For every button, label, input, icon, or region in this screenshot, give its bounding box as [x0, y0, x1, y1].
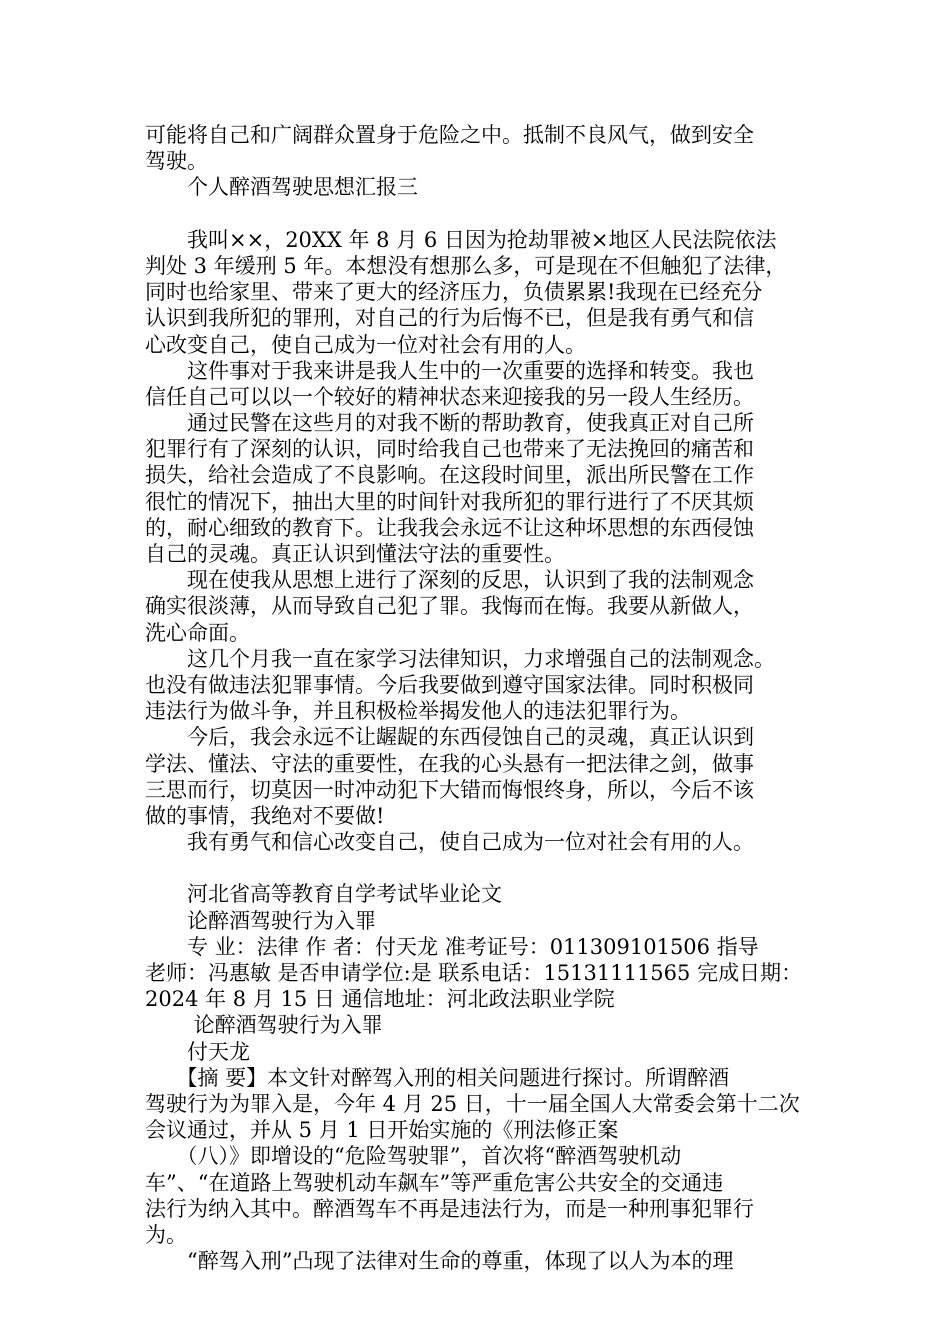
text-line: 的，耐心细致的教育下。让我我会永远不让这种坏思想的东西侵蚀: [145, 515, 754, 540]
text-line: 驾驶。: [145, 149, 208, 174]
thesis-heading: 河北省高等教育自学考试毕业论文: [145, 882, 502, 907]
abstract-line: 为。: [145, 1222, 187, 1247]
thesis-info-line: 2024 年 8 月 15 日 通信地址：河北政法职业学院: [145, 987, 615, 1012]
text-line: 今后，我会永远不让龌龊的东西侵蚀自己的灵魂，真正认识到: [145, 725, 754, 750]
thesis-title: 论醉酒驾驶行为入罪: [145, 908, 376, 933]
text-line: 我叫××，20XX 年 8 月 6 日因为抢劫罪被×地区人民法院依法: [145, 227, 777, 252]
text-line: 我有勇气和信心改变自己，使自己成为一位对社会有用的人。: [145, 830, 754, 855]
thesis-info-line: 专 业：法律 作 者：付天龙 准考证号：011309101506 指导: [145, 934, 759, 959]
text-line: 信任自己可以以一个较好的精神状态来迎接我的另一段人生经历。: [145, 384, 754, 409]
text-line: 这件事对于我来讲是我人生中的一次重要的选择和转变。我也: [145, 358, 754, 383]
text-line: 做的事情，我绝对不要做!: [145, 803, 385, 828]
text-line: 现在使我从思想上进行了深刻的反思，认识到了我的法制观念: [145, 568, 754, 593]
abstract-line: （八）》即增设的“危险驾驶罪”，首次将“醉酒驾驶机动: [145, 1144, 682, 1169]
text-line: 犯罪行有了深刻的认识，同时给我自己也带来了无法挽回的痛苦和: [145, 437, 754, 462]
abstract-line: 法行为纳入其中。醉酒驾车不再是违法行为，而是一种刑事犯罪行: [145, 1196, 754, 1221]
blank-line: [145, 201, 810, 227]
text-line: 通过民警在这些月的对我不断的帮助教育，使我真正对自己所: [145, 411, 754, 436]
text-line: 判处 3 年缓刑 5 年。本想没有想那么多，可是现在不但触犯了法律，: [145, 253, 787, 278]
text-line: “醉驾入刑”凸现了法律对生命的尊重，体现了以人为本的理: [145, 1249, 734, 1274]
text-line: 学法、懂法、守法的重要性，在我的心头悬有一把法律之剑，做事: [145, 751, 754, 776]
text-line: 这几个月我一直在家学习法律知识，力求增强自己的法制观念。: [145, 646, 775, 671]
section-heading: 个人醉酒驾驶思想汇报三: [145, 175, 418, 200]
text-line: 也没有做违法犯罪事情。今后我要做到遵守国家法律。同时积极同: [145, 672, 754, 697]
text-line: 损失，给社会造成了不良影响。在这段时间里，派出所民警在工作: [145, 463, 754, 488]
text-line: 确实很淡薄，从而导致自己犯了罪。我悔而在悔。我要从新做人，: [145, 594, 754, 619]
text-line: 洗心命面。: [145, 620, 250, 645]
text-line: 可能将自己和广阔群众置身于危险之中。抵制不良风气，做到安全: [145, 123, 754, 147]
thesis-info-line: 老师：冯惠敏 是否申请学位:是 联系电话：15131111565 完成日期：: [145, 961, 803, 985]
abstract-line: 驾驶行为为罪入是，今年 4 月 25 日，十一届全国人大常委会第十二次: [145, 1091, 800, 1116]
document-page: [145, 122, 810, 1274]
text-line: 很忙的情况下，抽出大里的时间针对我所犯的罪行进行了不厌其烦: [145, 489, 754, 514]
text-line: 认识到我所犯的罪刑，对自己的行为后悔不已，但是我有勇气和信: [145, 306, 754, 331]
text-line: 心改变自己，使自己成为一位对社会有用的人。: [145, 332, 586, 357]
abstract-line: 【摘 要】本文针对醉驾入刑的相关问题进行探讨。所谓醉酒: [145, 1065, 730, 1090]
text-line: 同时也给家里、带来了更大的经济压力，负债累累!我现在已经充分: [145, 280, 763, 305]
text-line: 三思而行，切莫因一时冲动犯下大错而悔恨终身，所以，今后不该: [145, 777, 754, 802]
thesis-title-repeat: 论醉酒驾驶行为入罪: [145, 1013, 383, 1038]
abstract-line: 会议通过，并从 5 月 1 日开始实施的《刑法修正案: [145, 1118, 619, 1143]
text-line: 违法行为做斗争，并且积极检举揭发他人的违法犯罪行为。: [145, 699, 691, 724]
blank-line: [145, 855, 810, 881]
author-name: 付天龙: [145, 1039, 250, 1064]
text-line: 自己的灵魂。真正认识到懂法守法的重要性。: [145, 542, 565, 566]
abstract-line: 车”、“在道路上驾驶机动车飙车”等严重危害公共安全的交通违: [145, 1170, 724, 1195]
